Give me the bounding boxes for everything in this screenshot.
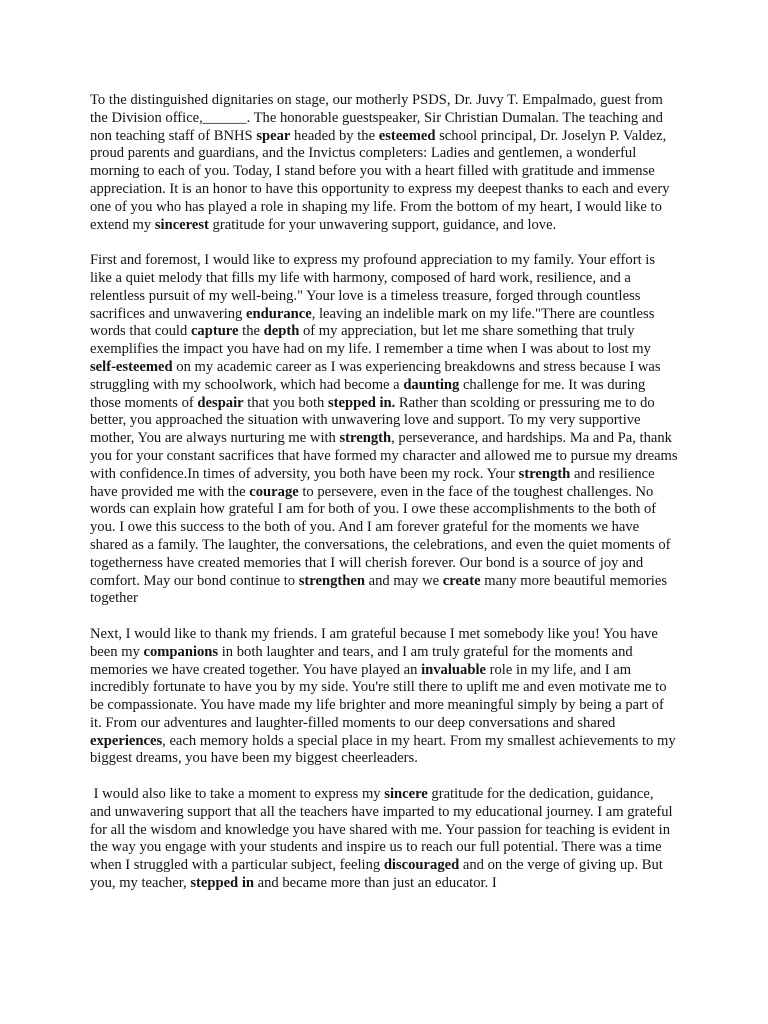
text-run: many more beautiful memories together [90, 572, 667, 607]
bold-text-run: sincere [384, 786, 428, 803]
bold-text-run: capture [190, 323, 239, 340]
text-run: school principal, Dr. Joselyn P. Valdez, proud parents and guardians, and the Invictus completers: Ladies and gentlemen, a wonderful morning to each of you. Today, I stand before you with a heart filled with gratitude and immense appreciation. It is an honor to have this opportunity to express my deepest thanks to each and every one of you who has played a role in shaping my life. From the bottom of my heart, I would like to extend my [90, 127, 670, 233]
bold-text-run: self-esteemed [90, 358, 173, 375]
text-run: on my academic career as I was experiencing breakdowns and stress because I was struggling with my schoolwork, which had become a [90, 358, 661, 393]
bold-text-run: endurance [246, 305, 312, 322]
paragraph-family [90, 252, 678, 608]
bold-text-run: daunting [403, 376, 460, 393]
bold-text-run: strengthen [298, 572, 365, 589]
text-run: Rather than scolding or pressuring me to do better, you approached the situation with unwavering love and support. To my very supportive mother, You are always nurturing me with [90, 394, 655, 447]
text-run: headed by the [290, 127, 379, 144]
text-run: , each memory holds a special place in my heart. From my smallest achievements to my biggest dreams, you have been my biggest cheerleaders. [90, 732, 676, 767]
bold-text-run: stepped in. [327, 394, 396, 411]
document-page [90, 92, 678, 911]
bold-text-run: invaluable [421, 661, 486, 678]
bold-text-run: esteemed [378, 127, 436, 144]
text-run: to persevere, even in the face of the toughest challenges. No words can explain how grateful I am for both of you. I owe these accomplishments to the both of you. I owe this success to the both of you. And I am forever grateful for the moments we have shared as a family. The laughter, the conversations, the celebrations, and even the quiet moments of togetherness have created memories that I will cherish forever. Our bond is a source of joy and comfort. May our bond continue to [90, 483, 671, 589]
bold-text-run: courage [249, 483, 299, 500]
paragraph-greeting [90, 92, 678, 234]
text-run: that you both [243, 394, 328, 411]
text-run: the [238, 323, 264, 340]
paragraph-teachers [90, 786, 678, 893]
bold-text-run: despair [197, 394, 244, 411]
paragraph-friends [90, 626, 678, 768]
text-run: gratitude for your unwavering support, guidance, and love. [208, 216, 557, 233]
bold-text-run: create [442, 572, 481, 589]
text-run: I would also like to take a moment to express my [90, 786, 385, 803]
bold-text-run: stepped in [190, 875, 254, 892]
bold-text-run: strength [339, 430, 392, 447]
text-run: , leaving an indelible mark on my life."There are countless words that could [90, 305, 655, 340]
text-run: of my appreciation, but let me share something that truly exemplifies the impact you have had on my life. I remember a time when I was about to lost my [90, 323, 651, 358]
text-run: role in my life, and I am incredibly fortunate to have you by my side. You're still there to uplift me and even motivate me to be compassionate. You have made my life brighter and more meaningful simply by being a part of it. From our adventures and laughter-filled moments to our deep conversations and shared [90, 661, 667, 731]
bold-text-run: depth [263, 323, 300, 340]
bold-text-run: companions [143, 643, 219, 660]
text-run: and may we [364, 572, 443, 589]
bold-text-run: spear [256, 127, 291, 144]
text-run: First and foremost, I would like to express my profound appreciation to my family. Your effort is like a quiet melody that fills my life with harmony, composed of hard work, resilience, and a relentless pursuit of my well-being." Your love is a timeless treasure, forged through countless sacrifices and unwavering [90, 252, 656, 322]
text-run: and on the verge of giving up. But you, my teacher, [90, 857, 667, 892]
text-run: To the distinguished dignitaries on stage, our motherly PSDS, Dr. Juvy T. Empalmado, guest from the Division office,______. The honorable guestspeaker, Sir Christian Dumalan. The teaching and non teaching staff of BNHS [90, 92, 663, 144]
text-run: gratitude for the dedication, guidance, and unwavering support that all the teachers have imparted to my educational journey. I am grateful for all the wisdom and knowledge you have shared with me. Your passion for teaching is evident in the way you engage with your students and inspire us to reach our full potential. There was a time when I struggled with a particular subject, feeling [90, 786, 677, 874]
text-run: and became more than just an educator. I [254, 875, 497, 892]
text-run: and resilience have provided me with the [90, 465, 655, 500]
text-run: in both laughter and tears, and I am truly grateful for the moments and memories we have created together. You have played an [90, 643, 633, 678]
text-run: challenge for me. It was during those moments of [90, 376, 646, 411]
bold-text-run: sincerest [154, 216, 209, 233]
text-run: Next, I would like to thank my friends. I am grateful because I met somebody like you! You have been my [90, 625, 658, 660]
bold-text-run: experiences [90, 732, 163, 749]
bold-text-run: strength [518, 465, 571, 482]
text-run: , perseverance, and hardships. Ma and Pa, thank you for your constant sacrifices that have formed my character and allowed me to pursue my dreams with confidence.In times of adversity, you both have been my rock. Your [90, 430, 678, 482]
bold-text-run: discouraged [383, 857, 460, 874]
